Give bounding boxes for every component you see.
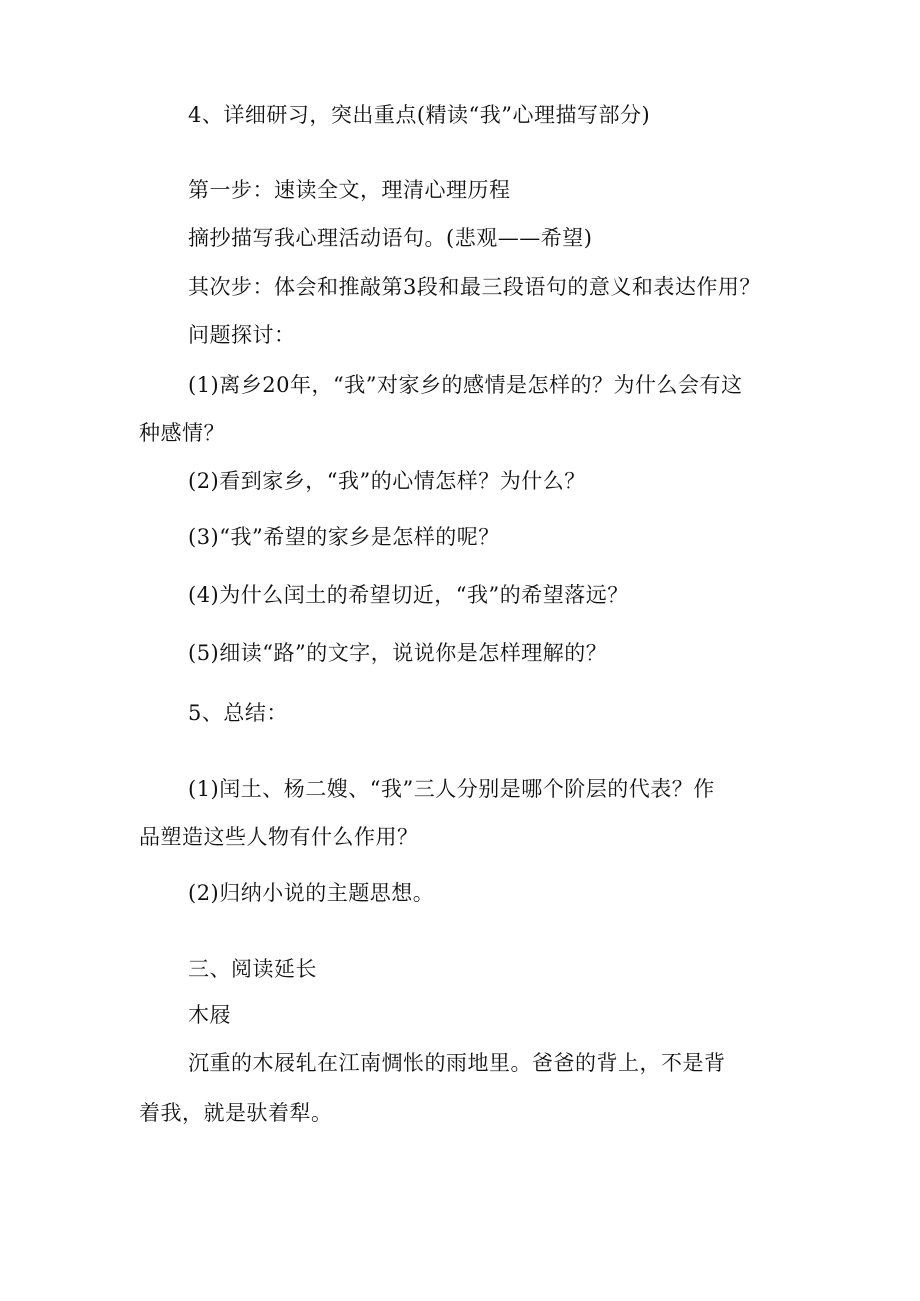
question-4: (4)为什么闰土的希望切近，“我”的希望落远？ — [188, 583, 629, 607]
step-two: 其次步：体会和推敲第3段和最三段语句的意义和表达作用？ — [188, 275, 761, 299]
question-5: (5)细读“路”的文字，说说你是怎样理解的？ — [188, 641, 608, 665]
step-one-detail: 摘抄描写我心理活动语句。(悲观——希望) — [188, 226, 593, 250]
question-2: (2)看到家乡，“我”的心情怎样？为什么？ — [188, 469, 586, 493]
summary-1-continued: 品塑造这些人物有什么作用？ — [139, 825, 419, 849]
question-1-continued: 种感情？ — [139, 421, 225, 445]
question-1: (1)离乡20年，“我”对家乡的感情是怎样的？为什么会有这 — [188, 373, 743, 397]
reading-paragraph: 沉重的木屐轧在江南惆怅的雨地里。爸爸的背上，不是背 — [188, 1051, 726, 1075]
section-heading-5: 5、总结： — [188, 701, 288, 725]
reading-paragraph-continued: 着我，就是驮着犁。 — [139, 1101, 333, 1125]
summary-2: (2)归纳小说的主题思想。 — [188, 881, 435, 905]
question-3: (3)“我”希望的家乡是怎样的呢？ — [188, 525, 500, 549]
section-heading-4: 4、详细研习，突出重点(精读“我”心理描写部分) — [188, 103, 651, 127]
question-heading: 问题探讨： — [188, 323, 296, 347]
reading-title: 木屐 — [188, 1003, 231, 1027]
summary-1: (1)闰土、杨二嫂、“我”三人分别是哪个阶层的代表？作 — [188, 777, 715, 801]
step-one: 第一步：速读全文，理清心理历程 — [188, 178, 511, 202]
section-heading-3: 三、阅读延长 — [188, 957, 317, 981]
